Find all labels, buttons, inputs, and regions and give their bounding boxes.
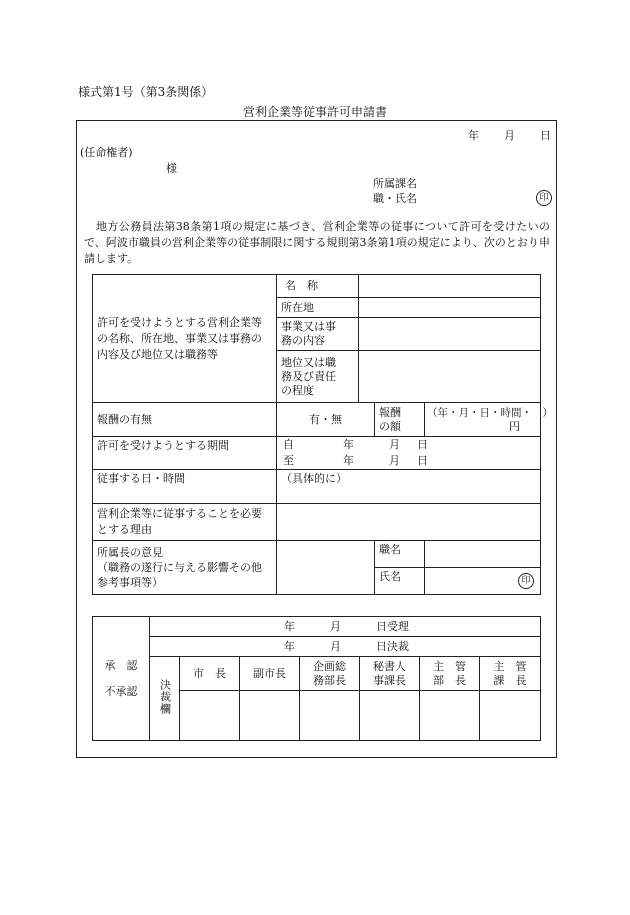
table-row (93, 470, 541, 504)
opinion-label-line: 所属長の意見 (97, 546, 163, 559)
disapprove-label: 不承認 (104, 684, 138, 698)
approval-choice-cell[interactable] (93, 617, 150, 741)
received-date-cell[interactable] (150, 617, 541, 637)
table-row (93, 617, 541, 637)
declaration-paragraph: 地方公務員法第38条第1項の規定に基づき、営利企業等の従事について許可を受けたいので、阿波市職員の営利企業等の従事制限に関する規則第3条第1項の規定により、次のとおり申請します。 (84, 220, 550, 265)
seal-icon: 印 (536, 190, 552, 206)
name-label: 名 称 (277, 275, 359, 298)
seal-icon: 印 (518, 573, 534, 589)
stamp-cell-secretary-hr-chief[interactable] (360, 691, 420, 741)
position-label-line: 地位又は職 (281, 355, 336, 369)
dept-label: 所属課名 (373, 177, 417, 190)
role-label: 主 管 (493, 659, 527, 673)
date-day-label: 日 (540, 129, 551, 142)
decided-label: 日決裁 (376, 640, 409, 653)
stamp-cell-planning-director[interactable] (300, 691, 360, 741)
role-label: 市 長 (193, 666, 226, 680)
table-row (93, 541, 541, 568)
table-row (93, 275, 541, 298)
reason-label: 営利企業等に従事することを必要とする理由 (93, 504, 277, 541)
year-label: 年 (284, 640, 295, 653)
opinion-field[interactable] (277, 541, 375, 595)
date-year-label: 年 (468, 129, 479, 142)
table-row (93, 403, 541, 437)
period-label: 許可を受けようとする期間 (93, 437, 277, 470)
table-row (93, 504, 541, 541)
title-name-label: 職・氏名 (373, 192, 417, 205)
form-title: 営利企業等従事許可申請書 (243, 105, 388, 119)
role-label: 課 長 (493, 673, 527, 687)
role-label: 副市長 (253, 666, 286, 680)
role-label: 部 長 (433, 673, 466, 687)
month-label: 月 (389, 438, 400, 451)
role-mayor (180, 657, 240, 691)
role-label: 秘書人 (373, 659, 406, 673)
supervisor-position-field[interactable] (425, 541, 541, 568)
amount-yen: 円 (509, 419, 520, 433)
opinion-label-line: （職務の遂行に与える影響その他 (97, 561, 262, 574)
amount-label-line: の額 (379, 419, 401, 433)
opinion-label-line: 参考事項等） (97, 576, 163, 589)
stamp-cell-mayor[interactable] (180, 691, 240, 741)
role-label: 主 管 (433, 659, 466, 673)
remuneration-amount-field[interactable] (425, 403, 553, 437)
remuneration-label: 報酬の有無 (93, 403, 277, 437)
application-table (92, 274, 553, 595)
company-name-field[interactable] (359, 275, 541, 298)
location-label: 所在地 (277, 298, 359, 318)
addressee-label: (任命権者) (80, 146, 133, 159)
day-label: 日 (417, 438, 428, 451)
stamp-cell-dept-director[interactable] (420, 691, 480, 741)
year-label: 年 (284, 620, 295, 633)
form-number: 様式第1号（第3条関係） (78, 85, 214, 99)
remuneration-choice[interactable]: 有・無 (277, 403, 375, 437)
days-hint: （具体的に） (281, 472, 347, 485)
remuneration-amount-label (375, 403, 425, 437)
table-row (93, 657, 541, 691)
decision-column-label (150, 657, 180, 741)
company-location-field[interactable] (359, 298, 541, 318)
role-planning-director (300, 657, 360, 691)
position-field[interactable] (359, 351, 541, 403)
amount-units: （年・月・日・時間・ ） (427, 406, 553, 419)
role-secretary-hr-chief (360, 657, 420, 691)
position-label-line: の程度 (281, 383, 314, 397)
decided-date-cell[interactable] (150, 637, 541, 657)
stamp-cell-deputy-mayor[interactable] (240, 691, 300, 741)
year-label: 年 (343, 438, 354, 451)
date-month-label: 月 (504, 129, 515, 142)
stamp-cell-section-chief[interactable] (480, 691, 541, 741)
role-label: 企画総 (313, 659, 346, 673)
position-label-line: 務及び責任 (281, 369, 336, 383)
table-row (93, 637, 541, 657)
honorific-label: 様 (166, 162, 177, 175)
business-content-field[interactable] (359, 318, 541, 351)
role-dept-director (420, 657, 480, 691)
supervisor-name-field[interactable] (425, 568, 541, 595)
reason-field[interactable] (277, 504, 541, 541)
period-field[interactable] (277, 437, 541, 470)
period-to: 至 (283, 454, 294, 467)
month-label: 月 (330, 640, 341, 653)
amount-label-line: 報酬 (379, 405, 401, 419)
month-label: 月 (389, 454, 400, 467)
role-label: 務部長 (313, 673, 346, 687)
day-label: 日 (417, 454, 428, 467)
year-label: 年 (343, 454, 354, 467)
role-section-chief (480, 657, 541, 691)
decision-column-text: 決裁欄 (158, 678, 172, 715)
business-label-line: 務の内容 (281, 334, 325, 347)
position-field-label: 職名 (375, 541, 425, 568)
period-from: 自 (283, 438, 294, 451)
name-field-label: 氏名 (375, 568, 425, 595)
opinion-label (93, 541, 277, 595)
month-label: 月 (330, 620, 341, 633)
days-label: 従事する日・時間 (93, 470, 277, 504)
table-row (93, 437, 541, 470)
approve-label: 承 認 (104, 658, 138, 672)
approval-table (92, 616, 541, 741)
role-deputy-mayor (240, 657, 300, 691)
company-info-label: 許可を受けようとする営利企業等の名称、所在地、事業又は事務の内容及び地位又は職務等 (93, 275, 277, 403)
days-field[interactable] (277, 470, 541, 504)
received-label: 日受理 (376, 620, 409, 633)
business-label-line: 事業又は事 (281, 320, 336, 333)
role-label: 事課長 (373, 673, 406, 687)
business-label (277, 318, 359, 351)
position-label (277, 351, 359, 403)
